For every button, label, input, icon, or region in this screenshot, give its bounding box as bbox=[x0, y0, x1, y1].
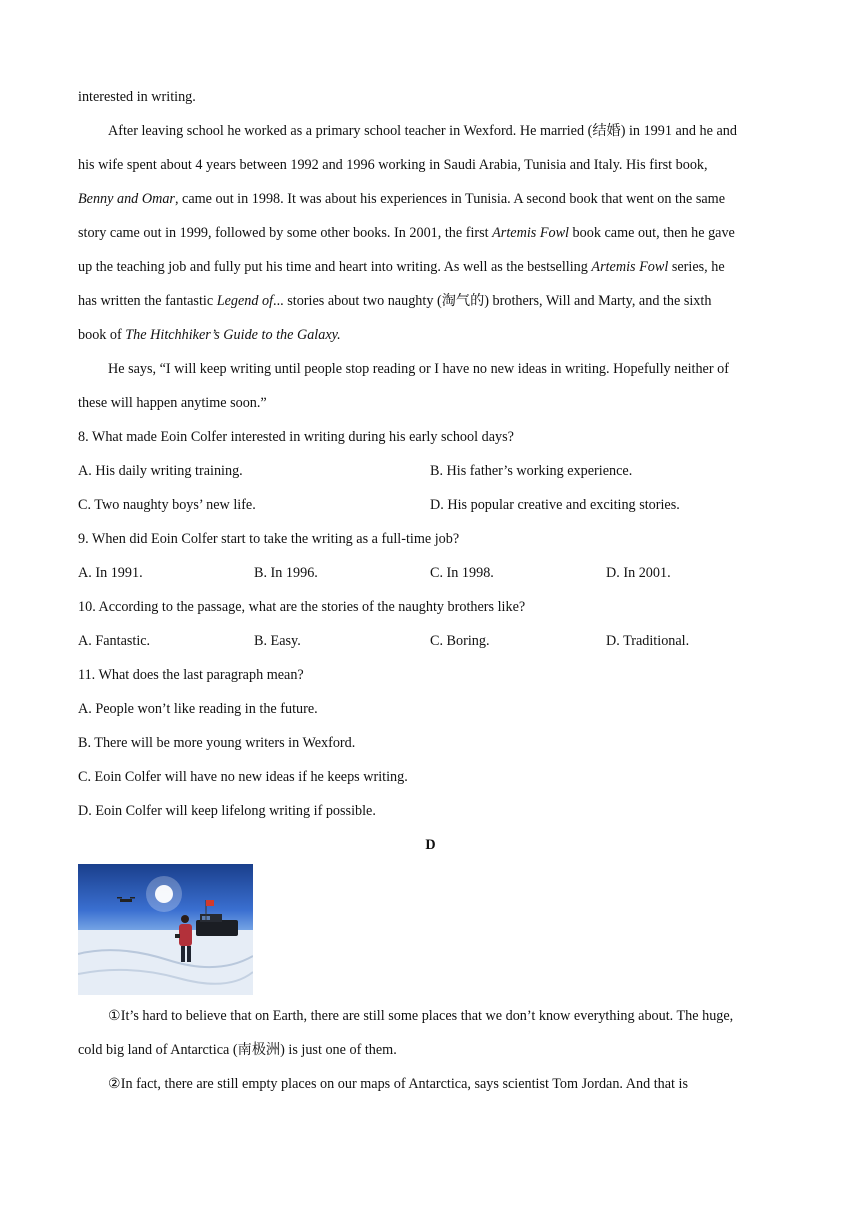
book-title: Benny and Omar bbox=[78, 191, 175, 207]
snow-field bbox=[78, 930, 253, 995]
option-d: D. His popular creative and exciting stories. bbox=[430, 497, 680, 513]
text-line: ②In fact, there are still empty places on our maps of Antarctica, says scientist Tom Jordan. And that is bbox=[108, 1076, 689, 1092]
text-span: series, he bbox=[668, 259, 725, 275]
question-stem: 9. When did Eoin Colfer start to take the writing as a full-time job? bbox=[78, 531, 460, 547]
option-b: B. His father’s working experience. bbox=[430, 463, 633, 479]
text-span: up the teaching job and fully put his time and heart into writing. As well as the bestselling bbox=[78, 259, 592, 275]
option-a: A. Fantastic. bbox=[78, 633, 151, 649]
text-span: , came out in 1998. It was about his experiences in Tunisia. A second book that went on the same bbox=[174, 191, 726, 207]
text-line: After leaving school he worked as a primary school teacher in Wexford. He married (结婚) in 1991 and he and bbox=[108, 123, 737, 139]
book-title: Artemis Fowl bbox=[492, 225, 569, 241]
option-a: A. In 1991. bbox=[78, 565, 143, 581]
text-line bbox=[78, 182, 783, 216]
option-d: D. Eoin Colfer will keep lifelong writing if possible. bbox=[78, 803, 376, 819]
option-a: A. People won’t like reading in the future. bbox=[78, 701, 318, 717]
book-title: Legend of bbox=[216, 293, 274, 309]
option-row bbox=[78, 556, 783, 590]
text-span: book of bbox=[78, 327, 126, 343]
sun-glow bbox=[146, 876, 182, 912]
text-line bbox=[78, 284, 783, 318]
option-b: B. In 1996. bbox=[254, 565, 318, 581]
vehicle-icon bbox=[196, 914, 238, 936]
question-stem: 8. What made Eoin Colfer interested in writing during his early school days? bbox=[78, 429, 514, 445]
option-b: B. Easy. bbox=[254, 633, 301, 649]
book-title: Artemis Fowl bbox=[591, 259, 669, 275]
section-heading: D bbox=[425, 837, 436, 853]
document-page bbox=[78, 80, 783, 1101]
option-c: C. Boring. bbox=[430, 633, 490, 649]
option-row bbox=[78, 624, 783, 658]
text-line: cold big land of Antarctica (南极洲) is just one of them. bbox=[78, 1042, 397, 1058]
option-c: C. Eoin Colfer will have no new ideas if he keeps writing. bbox=[78, 769, 408, 785]
text-line: He says, “I will keep writing until people stop reading or I have no new ideas in writing. Hopefully neither of bbox=[108, 361, 729, 377]
text-line: ①It’s hard to believe that on Earth, there are still some places that we don’t know everything about. The huge, bbox=[108, 1008, 734, 1024]
text-span: ... stories about two naughty (淘气的) brothers, Will and Marty, and the sixth bbox=[273, 293, 712, 309]
text-line: interested in writing. bbox=[78, 89, 196, 105]
text-span: has written the fantastic bbox=[78, 293, 217, 309]
option-d: D. Traditional. bbox=[606, 633, 690, 649]
text-line bbox=[78, 216, 783, 250]
text-line: these will happen anytime soon.” bbox=[78, 395, 267, 411]
option-b: B. There will be more young writers in Wexford. bbox=[78, 735, 356, 751]
option-row bbox=[78, 488, 783, 522]
option-a: A. His daily writing training. bbox=[78, 463, 243, 479]
option-row bbox=[78, 454, 783, 488]
text-span: book came out, then he gave bbox=[569, 225, 735, 241]
question-stem: 10. According to the passage, what are the stories of the naughty brothers like? bbox=[78, 599, 526, 615]
text-span: story came out in 1999, followed by some other books. In 2001, the first bbox=[78, 225, 493, 241]
text-line bbox=[78, 250, 783, 284]
question-stem: 11. What does the last paragraph mean? bbox=[78, 667, 304, 683]
book-title: The Hitchhiker’s Guide to the Galaxy. bbox=[125, 327, 341, 343]
antarctica-photo bbox=[78, 864, 253, 995]
option-c: C. In 1998. bbox=[430, 565, 494, 581]
text-line bbox=[78, 318, 783, 352]
drone-icon bbox=[117, 897, 135, 902]
option-d: D. In 2001. bbox=[606, 565, 671, 581]
text-line: his wife spent about 4 years between 1992 and 1996 working in Saudi Arabia, Tunisia and Italy. His first book, bbox=[78, 157, 708, 173]
photo-illustration bbox=[78, 864, 253, 995]
option-c: C. Two naughty boys’ new life. bbox=[78, 497, 256, 513]
